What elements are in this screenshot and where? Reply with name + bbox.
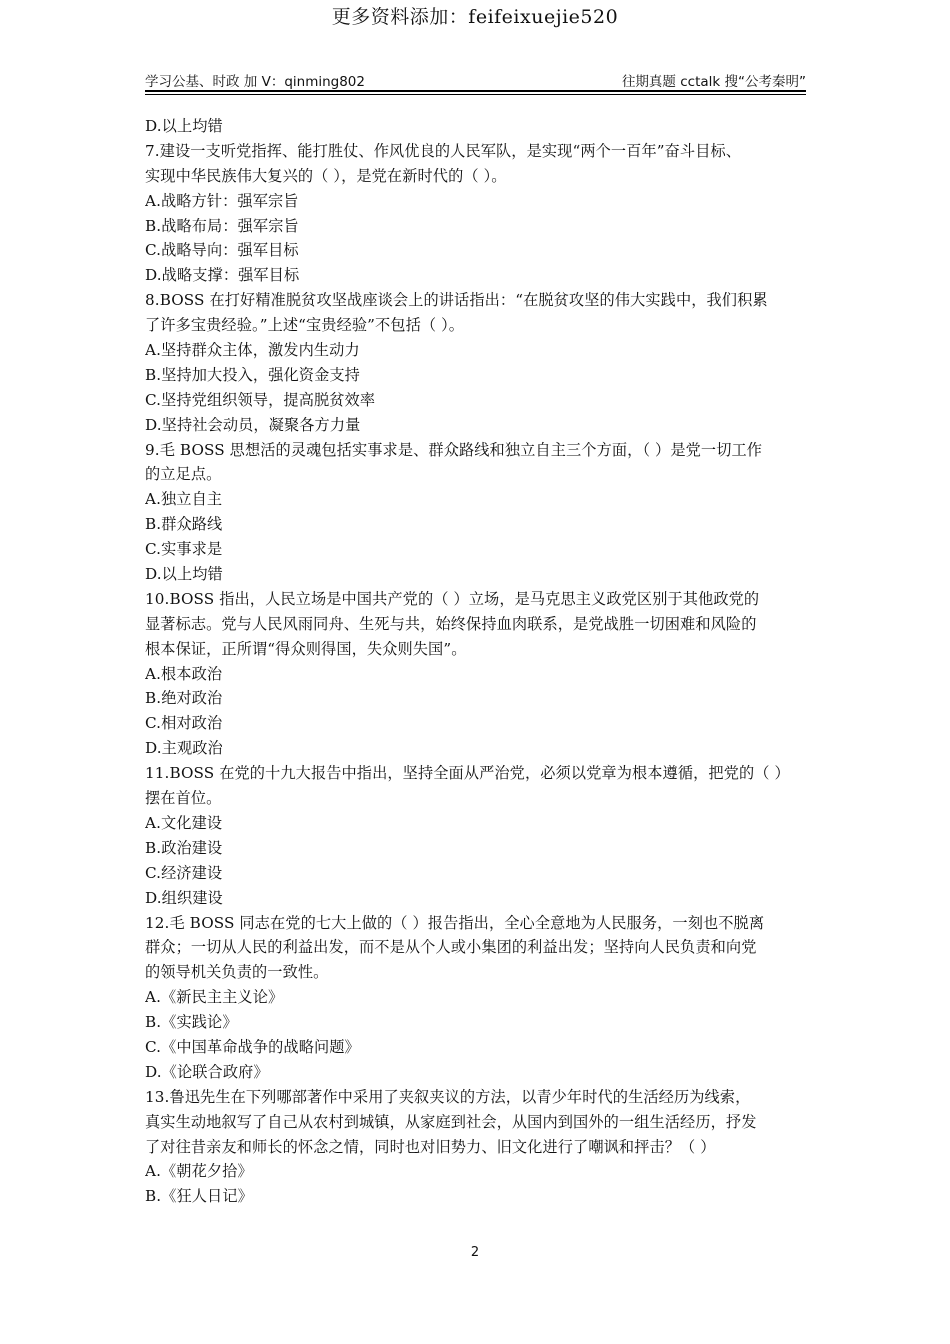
text-line: 10.BOSS 指出，人民立场是中国共产党的（ ）立场，是马克思主义政党区别于其他政党的	[145, 589, 760, 608]
text-line: B.《狂人日记》	[145, 1187, 253, 1206]
header-rule-thin	[145, 94, 806, 95]
text-line: D.坚持社会动员，凝聚各方力量	[145, 415, 361, 434]
document-body	[145, 114, 806, 1209]
text-line: 实现中华民族伟大复兴的（ ），是党在新时代的（ ）。	[145, 166, 507, 185]
text-line: D.以上均错	[145, 117, 223, 135]
text-line: A.根本政治	[145, 664, 223, 683]
text-line: B.战略布局：强军宗旨	[145, 216, 299, 235]
page-number: 2	[470, 1245, 480, 1260]
text-line: 摆在首位。	[145, 789, 222, 808]
text-line: C.经济建设	[145, 863, 223, 882]
text-line: A.独立自主	[145, 490, 223, 509]
text-line: 的立足点。	[145, 465, 222, 484]
header-rule-thick	[145, 90, 806, 92]
text-line: B.绝对政治	[145, 689, 223, 708]
text-line: C.战略导向：强军目标	[145, 241, 299, 260]
header-right-text: 往期真题 cctalk 搜“公考秦明”	[621, 74, 806, 90]
text-line: D.战略支撑：强军目标	[145, 266, 300, 285]
text-line: C.相对政治	[145, 714, 223, 733]
watermark-banner: 更多资料添加：feifeixuejie520	[331, 6, 619, 28]
text-line: 显著标志。党与人民风雨同舟、生死与共，始终保持血肉联系，是党战胜一切困难和风险的	[145, 614, 757, 633]
text-line: C.《中国革命战争的战略问题》	[145, 1037, 360, 1056]
text-line: 8.BOSS 在打好精准脱贫攻坚战座谈会上的讲话指出：“在脱贫攻坚的伟大实践中，我们积累	[145, 291, 768, 310]
text-line: C.坚持党组织领导，提高脱贫效率	[145, 390, 376, 409]
text-line: D.以上均错	[145, 565, 223, 584]
text-line: 的领导机关负责的一致性。	[145, 963, 329, 982]
text-line: D.组织建设	[145, 888, 223, 907]
text-line: C.实事求是	[145, 540, 223, 559]
text-line: 9.毛 BOSS 思想活的灵魂包括实事求是、群众路线和独立自主三个方面，（ ）是党一切工作	[145, 440, 763, 459]
text-line: A.文化建设	[145, 813, 223, 832]
text-line: D.《论联合政府》	[145, 1062, 269, 1081]
text-line: 了许多宝贵经验。”上述“宝贵经验”不包括（ ）。	[145, 316, 465, 335]
text-line: 7.建设一支听党指挥、能打胜仗、作风优良的人民军队，是实现“两个一百年”奋斗目标、	[145, 141, 742, 160]
text-line: A.战略方针：强军宗旨	[145, 191, 299, 210]
text-line: 12.毛 BOSS 同志在党的七大上做的（ ）报告指出，全心全意地为人民服务，一刻也不脱离	[145, 913, 765, 932]
text-line: 根本保证，正所谓“得众则得国，失众则失国”。	[145, 639, 467, 658]
header-left-text: 学习公基、时政 加 V：qinming802	[145, 74, 365, 90]
text-line: 群众；一切从人民的利益出发，而不是从个人或小集团的利益出发；坚持向人民负责和向党	[145, 938, 757, 957]
text-line: 了对往昔亲友和师长的怀念之情，同时也对旧势力、旧文化进行了嘲讽和抨击？（ ）	[145, 1137, 716, 1156]
text-line: D.主观政治	[145, 739, 223, 758]
text-line: B.群众路线	[145, 515, 223, 534]
text-line: 真实生动地叙写了自己从农村到城镇，从家庭到社会，从国内到国外的一组生活经历，抒发	[145, 1112, 757, 1131]
text-line: 13.鲁迅先生在下列哪部著作中采用了夹叙夹议的方法，以青少年时代的生活经历为线索，	[145, 1087, 751, 1106]
text-line: A.坚持群众主体，激发内生动力	[145, 341, 360, 360]
text-line: B.《实践论》	[145, 1013, 238, 1032]
text-line: B.坚持加大投入，强化资金支持	[145, 365, 360, 384]
text-line: 11.BOSS 在党的十九大报告中指出，坚持全面从严治党，必须以党章为根本遵循，把党的（ ）	[145, 764, 790, 783]
text-line: B.政治建设	[145, 838, 223, 857]
text-line: A.《新民主主义论》	[145, 988, 284, 1007]
text-line: A.《朝花夕拾》	[145, 1162, 253, 1181]
